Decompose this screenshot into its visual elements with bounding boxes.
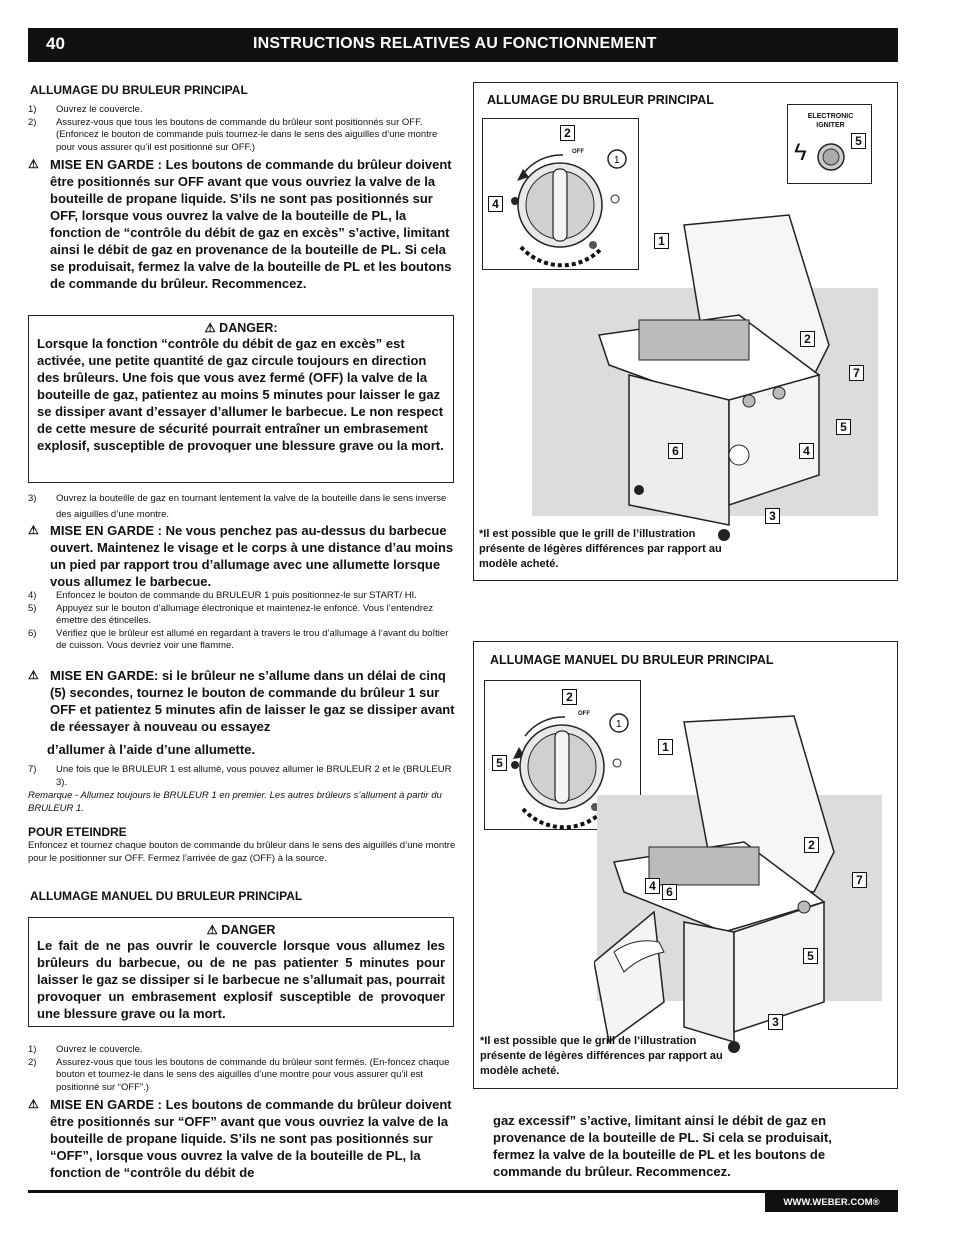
callout-2b: 2 [800, 331, 815, 347]
section-title-manual: ALLUMAGE MANUEL DU BRULEUR PRINCIPAL [30, 889, 303, 903]
callout-7: 7 [849, 365, 864, 381]
callout-3: 3 [765, 508, 780, 524]
figure-panel-manual [473, 641, 898, 1089]
panel-title: ALLUMAGE DU BRULEUR PRINCIPAL [487, 93, 714, 107]
step-7: 7) Une fois que le BRULEUR 1 est allumé, vous pouvez allumer le BRULEUR 2 et le (BRULEUR 3). [28, 764, 452, 788]
callout-2b: 2 [804, 837, 819, 853]
list-item: 2) Assurez-vous que tous les boutons de commande du brûleur sont positionnés sur OFF. (Enfoncez le bouton de commande puis tournez-le dans le sens des aiguilles d’une montre pour vous assurer qu’il est positionné sur OFF.) [28, 116, 438, 153]
list-item: 6) Vérifiez que le brûleur est allumé en regardant à travers le trou d’allumage à l’avant du boîtier de cuisson. Vous devriez voir une flamme. [28, 627, 449, 651]
knob-off-label: OFF [578, 711, 590, 717]
list-item: 5) Appuyez sur le bouton d’allumage électronique et maintenez-le enfoncé. Vous l’entendrez émettre des étincelles. [28, 602, 434, 626]
warning-3-end: d’allumer à l’aide d’une allumette. [47, 742, 256, 757]
danger-title: ⚠ DANGER: [204, 321, 278, 335]
spark-icon: ϟ [794, 139, 807, 166]
knob-off-label: OFF [572, 149, 584, 155]
warning-1: ⚠ MISE EN GARDE : Les boutons de commande du brûleur doivent être positionnés sur OFF avant que vous ouvriez la valve de la bouteille de propane liquide. S’ils ne sont pas positionnés sur OFF, lorsque vous ouvrez la valve de la bouteille de PL, la fonction de “contrôle du débit de gaz en excès” s’active, limitant ainsi le débit de gaz en provenance de la bouteille de PL. Si cela se produisait, fermez la valve de la bouteille de PL et les boutons de commande du brûleur. Recommencez. [28, 157, 452, 291]
list-item: 1) Ouvrez le couvercle. [28, 1044, 143, 1055]
page-title: INSTRUCTIONS RELATIVES AU FONCTIONNEMENT [253, 35, 657, 52]
callout-5: 5 [492, 755, 507, 771]
warning-icon: ⚠ [28, 1097, 39, 1111]
panel-title: ALLUMAGE MANUEL DU BRULEUR PRINCIPAL [490, 653, 774, 667]
warning-3: ⚠ MISE EN GARDE: si le brûleur ne s’allume dans un délai de cinq (5) secondes, tournez le bouton de commande du brûleur 1 sur OFF et patientez 5 minutes afin de laisser le gaz se dissiper avant de réessayer à nouveau ou essayez [28, 668, 455, 734]
figure-panel-main-burner [473, 82, 898, 581]
warning-2: ⚠ MISE EN GARDE : Ne vous penchez pas au-dessus du barbecue ouvert. Maintenez le visage et le corps à une distance d’au moins un pied par rapport trou d’allumage avec une allumette lorsque vous allumez le barbecue. [28, 523, 454, 589]
steps-list-a [28, 104, 456, 154]
danger-box-1 [28, 315, 454, 483]
danger-title: ⚠ DANGER [206, 923, 276, 937]
warning-icon: ⚠ [28, 668, 39, 682]
remark: Remarque - Allumez toujours le BRULEUR 1 en premier. Les autres brûleurs s’allument à partir du BRULEUR 1. [28, 790, 442, 814]
callout-4: 4 [488, 196, 503, 212]
warning-continuation: gaz excessif” s’active, limitant ainsi le débit de gaz en provenance de la bouteille de PL. Si cela se produisait, fermez la valve de la bouteille de PL et les boutons de commande du brûleur. Recommencez. [493, 1113, 832, 1179]
igniter-inset [787, 104, 872, 184]
warning-icon: ⚠ [28, 523, 39, 537]
callout-2: 2 [562, 689, 577, 705]
callout-5b: 5 [803, 948, 818, 964]
steps-list-b [28, 590, 456, 653]
footer-url: WWW.WEBER.COM® [765, 1193, 898, 1212]
grill-illustration [589, 205, 849, 545]
callout-6: 6 [662, 884, 677, 900]
callout-4: 4 [645, 878, 660, 894]
step-3: 3) Ouvrez la bouteille de gaz en tournant lentement la valve de la bouteille dans le sens inverse des aiguilles d’une montre. [28, 493, 447, 520]
igniter-button-icon [816, 142, 846, 172]
steps-list-c [28, 1044, 456, 1094]
callout-7: 7 [852, 872, 867, 888]
illustration-note: *Il est possible que le grill de l’illustration présente de légères différences par rapport au modèle acheté. [479, 528, 722, 570]
callout-4b: 4 [799, 443, 814, 459]
svg-text:1: 1 [616, 719, 622, 730]
danger-body: Le fait de ne pas ouvrir le couvercle lorsque vous allumez les brûleurs du barbecue, ou de ne pas patienter 5 minutes pour laisser le gaz se dissiper si le barbecue ne s’allumait pas, pourrait provoquer un embrasement explosif susceptible de provoquer une blessure grave ou la mort. [37, 938, 445, 1021]
danger-box-2 [28, 917, 454, 1027]
list-item: 2) Assurez-vous que tous les boutons de commande du brûleur sont fermés. (En-foncez chaque bouton et tournez-le dans le sens des aiguilles d’une montre pour vous assurer qu’il est positionné sur “OFF”.) [28, 1056, 450, 1093]
callout-2: 2 [560, 125, 575, 141]
section-title-main-burner: ALLUMAGE DU BRULEUR PRINCIPAL [30, 83, 248, 97]
svg-text:1: 1 [614, 155, 620, 166]
page-header [28, 28, 898, 62]
callout-5b: 5 [836, 419, 851, 435]
igniter-label: ELECTRONIC IGNITER [807, 113, 854, 129]
callout-1: 1 [658, 739, 673, 755]
callout-5: 5 [851, 133, 866, 149]
section-title-shutdown: POUR ETEINDRE [28, 825, 127, 839]
warning-icon: ⚠ [28, 157, 39, 171]
callout-3: 3 [768, 1014, 783, 1030]
illustration-note: *Il est possible que le grill de l’illustration présente de légères différences par rapport au modèle acheté. [480, 1035, 723, 1077]
page-number: 40 [46, 34, 65, 53]
list-item: 1) Ouvrez le couvercle. [28, 104, 143, 115]
danger-body: Lorsque la fonction “contrôle du débit de gaz en excès” est activée, une petite quantité de gaz circule toujours en direction des brûleurs. Une fois que vous avez fermé (OFF) la valve de la bouteille de gaz, patientez au moins 5 minutes pour laisser le gaz se dissiper avant d’essayer d’allumer le barbecue. Le non respect de cette mesure de sécurité pourrait entraîner un embrasement explosif, susceptible de provoquer une blessure grave ou la mort. [37, 336, 444, 453]
callout-1: 1 [654, 233, 669, 249]
grill-illustration-manual [594, 712, 864, 1057]
warning-4: ⚠ MISE EN GARDE : Les boutons de commande du brûleur doivent être positionnés sur “OFF” avant que vous ouvriez la valve de la bouteille de propane liquide. S’ils ne sont pas positionnés sur “OFF”, lorsque vous ouvrez la valve de la bouteille de PL, la fonction de “contrôle du débit de [28, 1097, 452, 1180]
callout-6: 6 [668, 443, 683, 459]
shutdown-text: Enfoncez et tournez chaque bouton de commande du brûleur dans le sens des aiguilles d’une montre pour le positionner sur OFF. Fermez l’arrivée de gaz (OFF) à la source. [28, 840, 456, 864]
list-item: 4) Enfoncez le bouton de commande du BRULEUR 1 puis positionnez-le sur START/ HI. [28, 590, 417, 601]
